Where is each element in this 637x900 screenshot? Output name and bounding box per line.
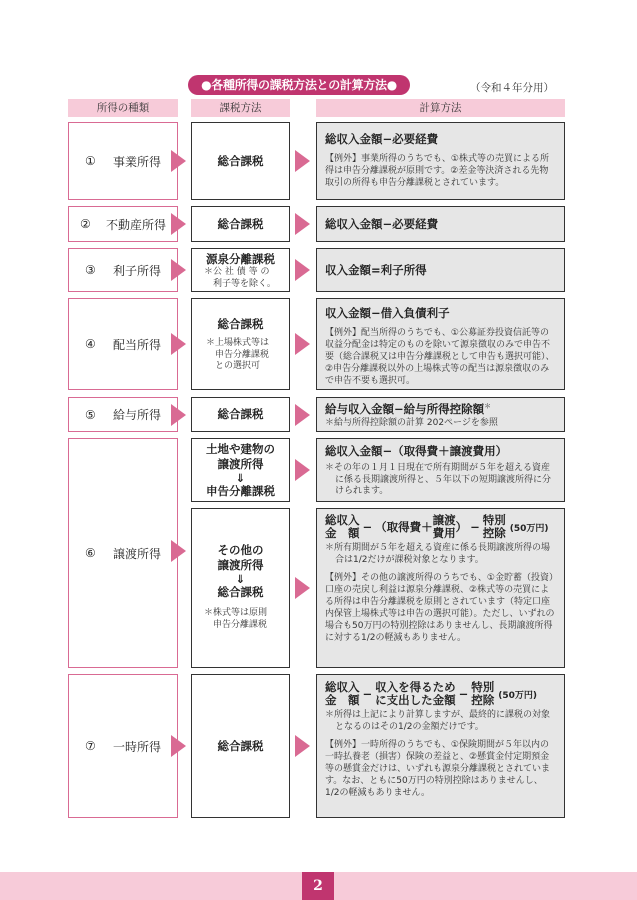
formula-part: 金 額 <box>325 526 360 540</box>
formula-part: 収入を得るため <box>375 680 456 694</box>
income-name: 譲渡所得 <box>112 546 161 561</box>
arrow-icon <box>295 150 310 172</box>
formula-part: に支出した金額 <box>375 693 456 707</box>
income-number: ② <box>79 217 91 231</box>
formula: 総収入金額−必要経費 <box>325 132 439 146</box>
income-number: ⑤ <box>84 407 96 422</box>
calc-transfer-land <box>316 438 565 502</box>
formula <box>325 681 556 707</box>
income-name: 事業所得 <box>112 154 161 169</box>
calc-interest <box>316 248 565 292</box>
calc-transfer-other <box>316 508 565 668</box>
exception-text: 【例外】その他の譲渡所得のうちでも、①金貯蓄（投資）口座の売戻し利益は源泉分離課税、②株式等の売買による所得は申告分離課税を原則とされています（特定口座内保管上場株式等は申告の選択可能）。ただし、いずれの場合も50万円の特別控除はありませんし、長期譲渡所得に対する1/2の軽減もありません。 <box>325 573 555 643</box>
formula: 収入金額−借入負債利子 <box>325 306 450 320</box>
method-interest <box>191 248 290 292</box>
income-name: 不動産所得 <box>105 217 166 232</box>
formula <box>325 514 556 540</box>
formula-operator: − <box>362 687 373 701</box>
arrow-icon <box>295 577 310 599</box>
formula-note: ＊所有期間が５年を超える資産に係る長期譲渡所得の場合は1/2だけが課税対象となります。 <box>325 543 551 565</box>
method-note: ＊上場株式等は 申告分離課税 との選択可 <box>206 338 270 371</box>
formula: 総収入金額−必要経費 <box>325 217 439 231</box>
income-type-transfer <box>68 438 178 668</box>
calc-business <box>316 122 565 200</box>
arrow-icon <box>171 213 186 235</box>
formula-operator: − <box>458 687 469 701</box>
footnote-mark: ＊ <box>484 402 492 411</box>
formula-part: （取得費＋ <box>375 520 433 534</box>
arrow-icon <box>171 259 186 281</box>
method-dividend <box>191 298 290 390</box>
income-number: ⑥ <box>84 546 96 560</box>
method-realestate: 総合課税 <box>191 206 290 242</box>
income-name: 利子所得 <box>112 263 161 278</box>
down-arrow-icon: ⇓ <box>235 471 246 485</box>
year-label: （令和４年分用） <box>470 82 554 94</box>
method-salary: 総合課税 <box>191 397 290 432</box>
section-title: ●各種所得の課税方法との計算方法● <box>188 75 410 95</box>
income-name: 給与所得 <box>112 408 161 422</box>
deduction-amount: (50万円) <box>509 523 549 534</box>
formula-part: 金 額 <box>325 693 360 707</box>
income-number: ⑦ <box>84 739 96 753</box>
income-type-business <box>68 122 178 200</box>
income-type-temporary <box>68 674 178 818</box>
income-number: ① <box>84 154 96 168</box>
column-header-calc: 計算方法 <box>316 99 565 117</box>
arrow-icon <box>171 333 186 355</box>
method-line: 申告分離課税 <box>206 484 275 498</box>
formula-part: 控除 <box>482 526 506 540</box>
method-business: 総合課税 <box>191 122 290 200</box>
formula-part: 総収入 <box>325 513 360 527</box>
arrow-icon <box>295 735 310 757</box>
income-name: 配当所得 <box>112 337 161 352</box>
column-header-income: 所得の種類 <box>68 99 178 117</box>
income-type-salary <box>68 397 178 432</box>
formula-part: 費用 <box>432 526 456 540</box>
method-line: 譲渡所得 <box>217 558 264 572</box>
formula: 総収入金額−（取得費＋譲渡費用） <box>325 444 508 458</box>
income-number: ③ <box>84 263 96 277</box>
calc-dividend <box>316 298 565 390</box>
formula-part: 特別 <box>471 680 495 694</box>
arrow-icon <box>295 259 310 281</box>
page-number: 2 <box>302 872 334 900</box>
formula-note: ＊給与所得控除額の計算 202ページを参照 <box>325 418 498 428</box>
formula-part: 総収入 <box>325 680 360 694</box>
formula-operator: − <box>470 520 480 534</box>
income-type-interest <box>68 248 178 292</box>
method-line: 土地や建物の <box>206 442 275 456</box>
income-type-realestate <box>68 206 178 242</box>
method-transfer-land <box>191 438 290 502</box>
formula-part: ） <box>455 520 468 534</box>
exception-text: 【例外】一時所得のうちでも、①保険期間が５年以内の一時払養老（損害）保険の差益と、②懸賞金付定期預金等の懸賞金だけは、いずれも源泉分離課税とされています。なお、ともに50万円の特別控除はありませんし、1/2の軽減もありません。 <box>325 740 551 798</box>
arrow-icon <box>171 735 186 757</box>
exception-text: 【例外】配当所得のうちでも、①公募証券投資信託等の収益分配金は特定のものを除いて源泉徴収のみで申告不要（総合課税又は申告分離課税として申告も選択可能）、②申告分離課税以外の上場株式等の配当は源泉徴収のみで申告不要も選択可。 <box>325 328 555 386</box>
method-label: 源泉分離課税 <box>206 252 275 266</box>
arrow-icon <box>295 459 310 481</box>
formula: 給与収入金額−給与所得控除額 <box>325 402 485 416</box>
calc-realestate <box>316 206 565 242</box>
formula-note: ＊その年の１月１日現在で所有期間が５年を超える資産に係る長期譲渡所得と、５年以下の短期譲渡所得に分けられます。 <box>325 463 552 496</box>
arrow-icon <box>171 404 186 426</box>
method-line: 譲渡所得 <box>217 457 264 471</box>
income-type-dividend <box>68 298 178 390</box>
method-label: 総合課税 <box>217 317 264 331</box>
formula-part: 譲渡 <box>432 513 456 527</box>
arrow-icon <box>295 404 310 426</box>
income-number: ④ <box>84 337 96 351</box>
formula-part: 特別 <box>482 513 506 527</box>
deduction-amount: (50万円) <box>498 690 538 701</box>
down-arrow-icon: ⇓ <box>235 572 246 586</box>
method-temporary: 総合課税 <box>191 674 290 818</box>
arrow-icon <box>171 540 186 562</box>
formula-note: ＊所得は上記により計算しますが、最終的に課税の対象となるのはその1/2の金額だけです。 <box>325 710 551 732</box>
method-note: ＊公 社 債 等 の 利子等を除く。 <box>204 267 276 289</box>
method-note: ＊株式等は原則 申告分離課税 <box>204 608 268 630</box>
formula-part: 控除 <box>471 693 495 707</box>
arrow-icon <box>171 150 186 172</box>
column-header-method: 課税方法 <box>191 99 290 117</box>
method-transfer-other <box>191 508 290 668</box>
method-line: その他の <box>217 543 264 557</box>
arrow-icon <box>295 213 310 235</box>
calc-salary <box>316 397 565 432</box>
formula: 収入金額=利子所得 <box>325 263 427 277</box>
exception-text: 【例外】事業所得のうちでも、①株式等の売買による所得は申告分離課税が原則です。②差金等決済される先物取引の所得も申告分離課税とされています。 <box>325 154 549 188</box>
arrow-icon <box>295 333 310 355</box>
formula-operator: − <box>362 520 373 534</box>
income-name: 一時所得 <box>112 739 161 754</box>
method-line: 総合課税 <box>217 585 264 599</box>
calc-temporary <box>316 674 565 818</box>
